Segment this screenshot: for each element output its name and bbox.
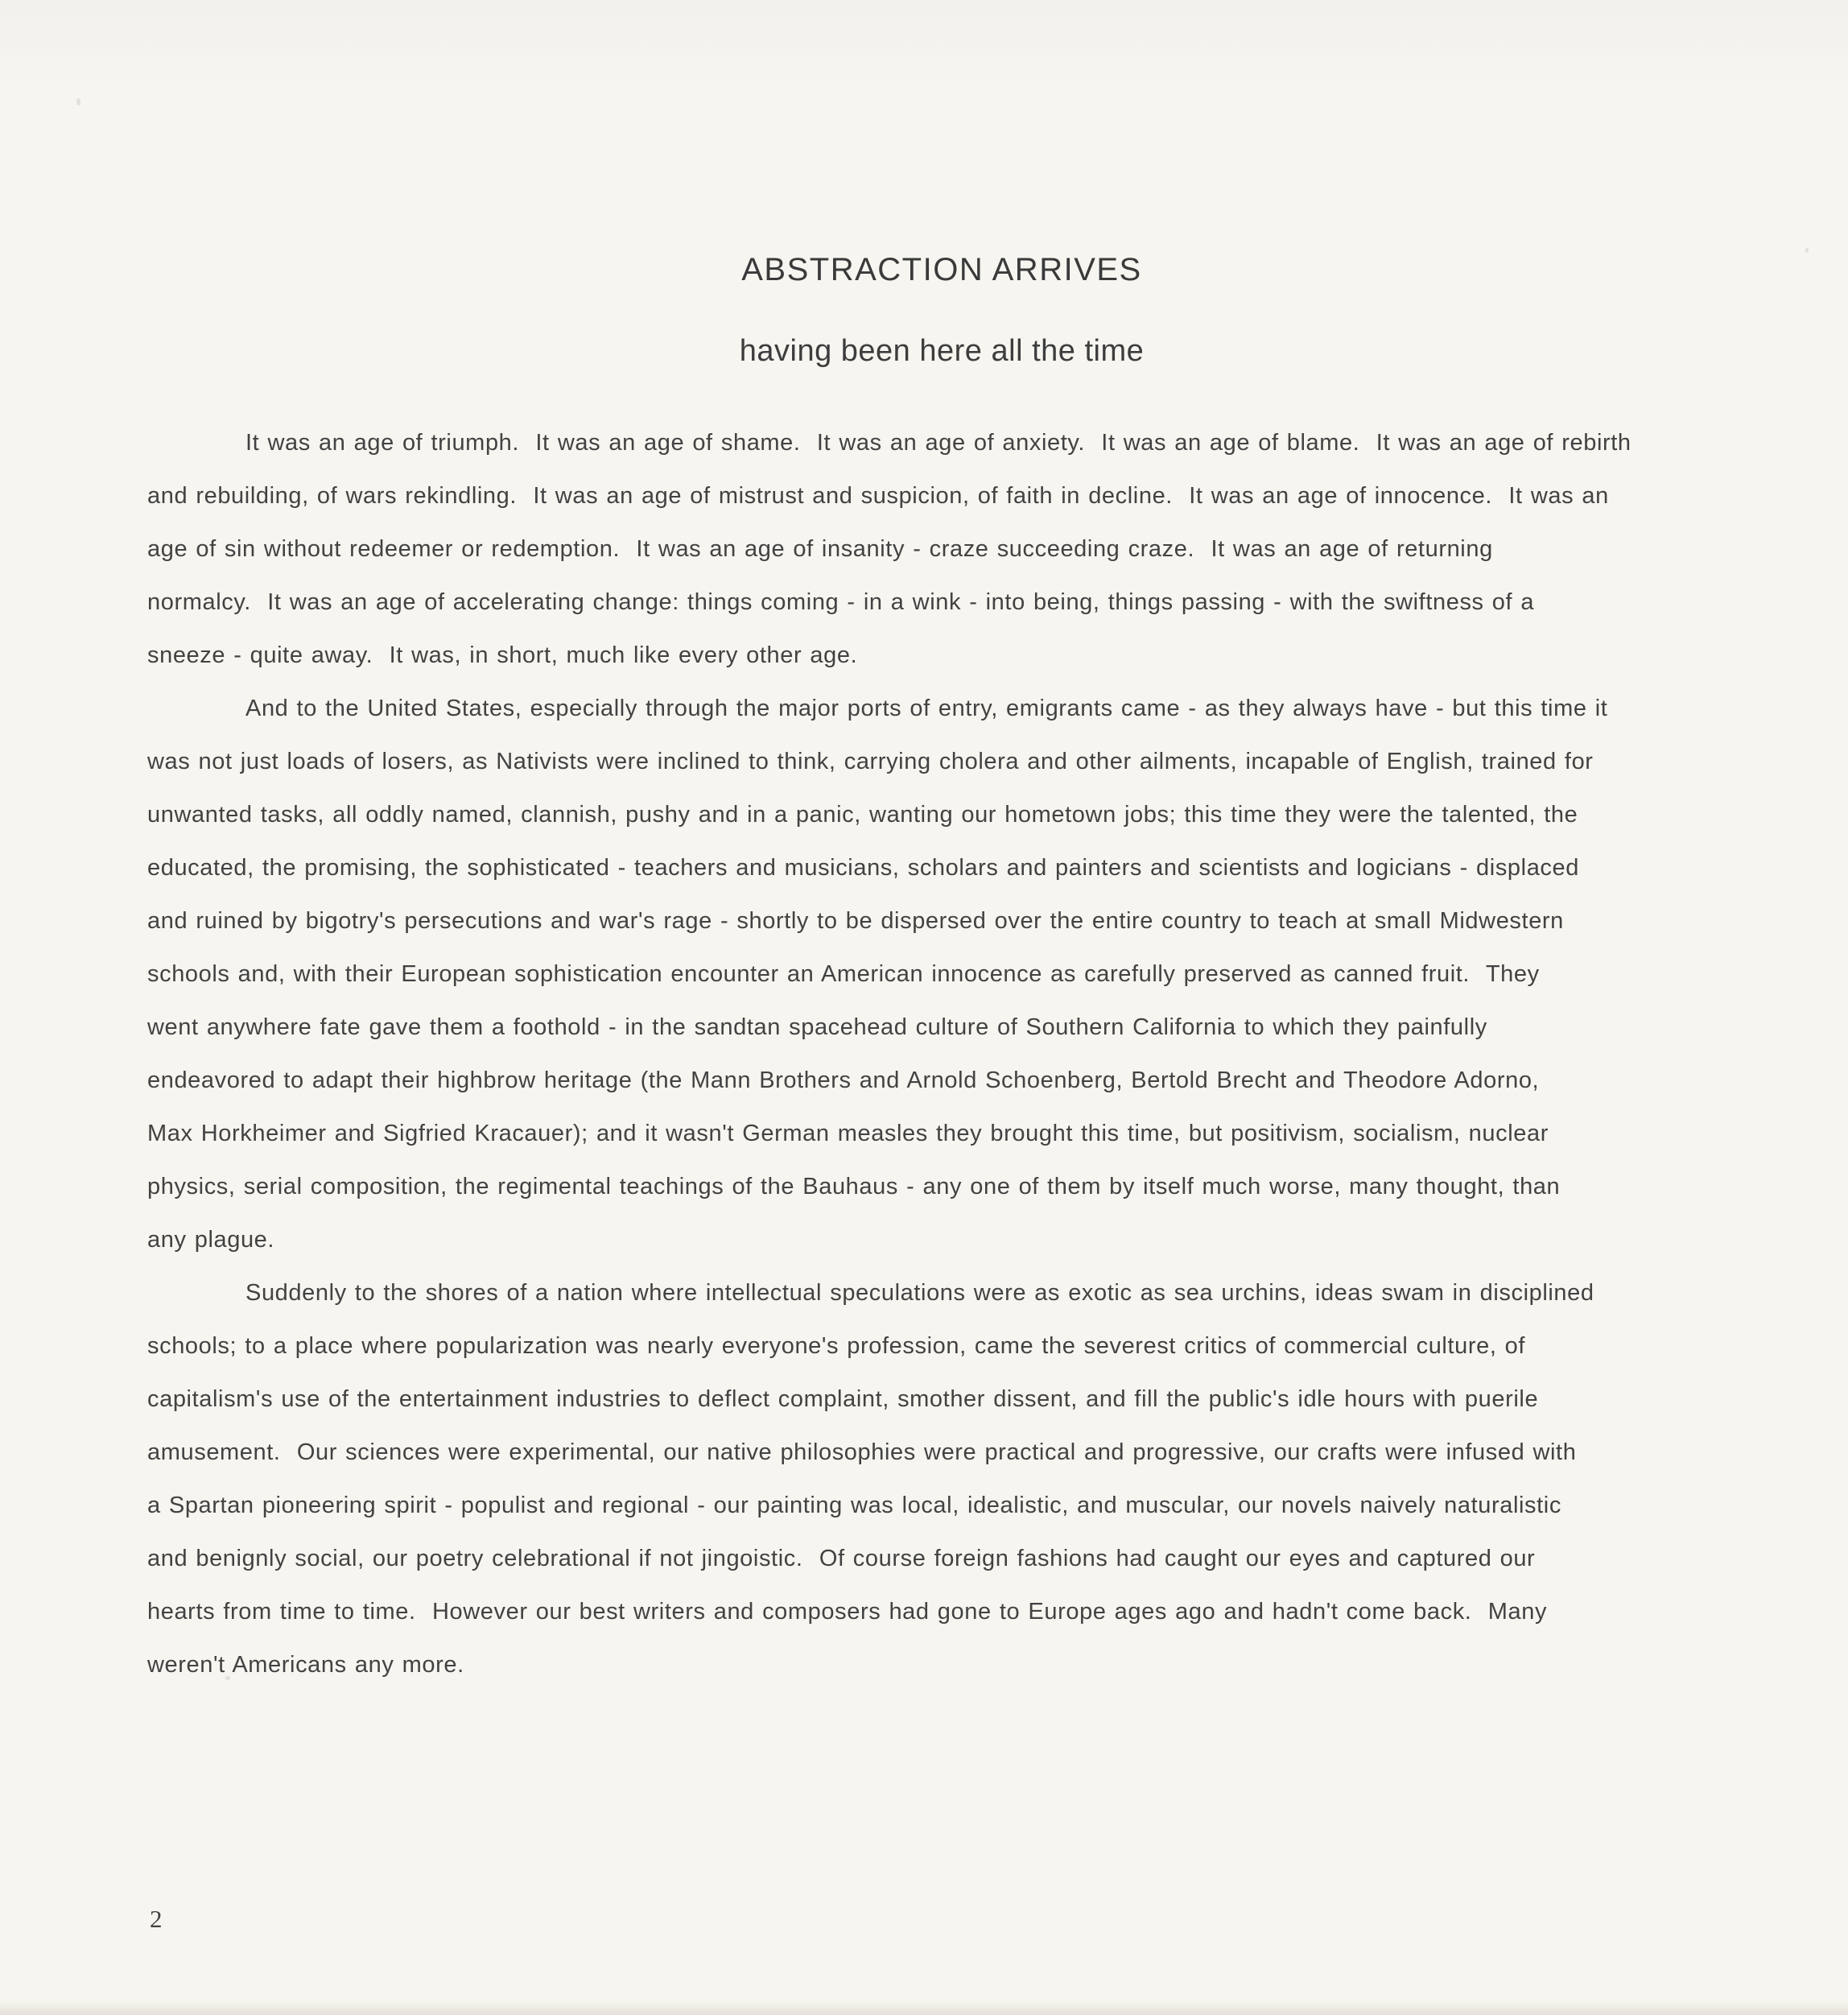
page-heading [18,251,1848,369]
text-line: Suddenly to the shores of a nation where intellectual speculations were as exotic as sea urchins, ideas swam in disciplined [245,1280,1594,1306]
text-line: a Spartan pioneering spirit - populist and regional - our painting was local, idealistic, and muscular, our novels naively naturalistic [147,1493,1561,1518]
paper-bottom-edge [0,2001,1848,2015]
page-number: 2 [150,1905,163,1933]
page-subtitle: having been here all the time [739,334,1145,368]
body-text [147,416,1757,1691]
text-line: sneeze - quite away. It was, in short, much like every other age. [147,642,858,668]
text-line: educated, the promising, the sophisticated - teachers and musicians, scholars and painters and scientists and logicians - displaced [147,855,1579,881]
text-line: schools and, with their European sophistication encounter an American innocence as carefully preserved as canned fruit. They [147,961,1540,987]
text-line: any plague. [147,1227,275,1253]
text-line: went anywhere fate gave them a foothold - in the sandtan spacehead culture of Southern California to which they painfully [147,1014,1487,1040]
text-line: schools; to a place where popularization was nearly everyone's profession, came the severest critics of commercial culture, of [147,1333,1526,1359]
scan-speck [225,1676,230,1680]
text-line: normalcy. It was an age of accelerating change: things coming - in a wink - into being, things passing - with the swiftness of a [147,589,1535,615]
text-line: physics, serial composition, the regimental teachings of the Bauhaus - any one of them by itself much worse, many thought, than [147,1174,1561,1200]
text-line: and benignly social, our poetry celebrational if not jingoistic. Of course foreign fashions had caught our eyes and captured our [147,1546,1536,1571]
text-line: and ruined by bigotry's persecutions and war's rage - shortly to be dispersed over the entire country to teach at small Midwestern [147,908,1564,934]
scan-speck [1805,248,1809,253]
scan-speck [76,98,80,105]
text-line: and rebuilding, of wars rekindling. It was an age of mistrust and suspicion, of faith in decline. It was an age of innocence. It was an [147,483,1609,509]
text-line: Max Horkheimer and Sigfried Kracauer); and it wasn't German measles they brought this time, but positivism, socialism, nuclear [147,1121,1549,1146]
text-line: age of sin without redeemer or redemption. It was an age of insanity - craze succeeding craze. It was an age of returning [147,536,1493,562]
page-title: ABSTRACTION ARRIVES [741,252,1142,287]
text-line: unwanted tasks, all oddly named, clannish, pushy and in a panic, wanting our hometown jobs; this time they were the talented, the [147,802,1578,828]
text-line: It was an age of triumph. It was an age of shame. It was an age of anxiety. It was an age of blame. It was an age of rebirth [245,430,1631,456]
text-line: amusement. Our sciences were experimental, our native philosophies were practical and progressive, our crafts were infused with [147,1439,1577,1465]
text-line: And to the United States, especially through the major ports of entry, emigrants came - as they always have - but this time it [245,696,1608,721]
text-line: endeavored to adapt their highbrow heritage (the Mann Brothers and Arnold Schoenberg, Bertold Brecht and Theodore Adorno, [147,1067,1540,1093]
text-line: hearts from time to time. However our best writers and composers had gone to Europe ages ago and hadn't come back. Many [147,1599,1548,1625]
text-line: weren't Americans any more. [147,1652,464,1678]
paper-top-shading [0,0,1848,89]
text-line: was not just loads of losers, as Nativists were inclined to think, carrying cholera and other ailments, incapable of English, trained for [147,749,1594,774]
text-line: capitalism's use of the entertainment industries to deflect complaint, smother dissent, and fill the public's idle hours with puerile [147,1386,1539,1412]
